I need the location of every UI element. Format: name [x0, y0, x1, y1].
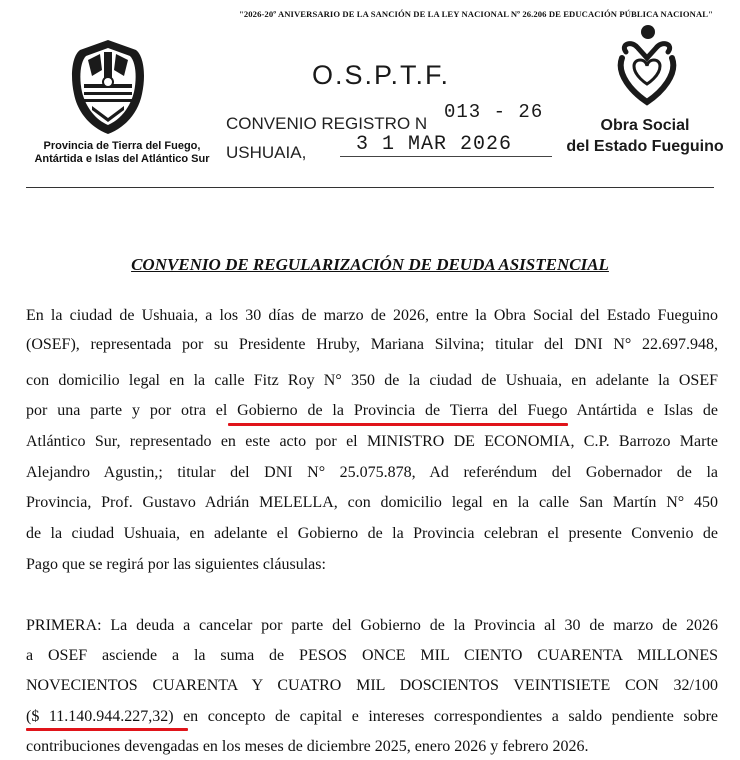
- paragraph-line: ($ 11.140.944.227,32) en concepto de capital e intereses correspondientes a saldo pendiente sobre: [26, 708, 718, 725]
- paragraph-line: PRIMERA: La deuda a cancelar por parte del Gobierno de la Provincia al 30 de marzo de 2026: [26, 617, 718, 634]
- paragraph-line: En la ciudad de Ushuaia, a los 30 días de marzo de 2026, entre la Obra Social del Estado Fueguino: [26, 307, 718, 324]
- osef-logo-icon: [612, 22, 682, 110]
- paragraph-line: Pago que se regirá por las siguientes cláusulas:: [26, 556, 326, 573]
- osef-name: Obra Social del Estado Fueguino: [566, 117, 724, 155]
- stamp-city-label: USHUAIA,: [226, 143, 307, 162]
- highlight-underline-government: [228, 423, 568, 426]
- registry-number: 013 - 26: [444, 101, 544, 123]
- paragraph-line: Provincia, Prof. Gustavo Adrián MELELLA, con domicilio legal en la calle San Martín N° 450: [26, 494, 718, 511]
- stamp-convenio-label: CONVENIO REGISTRO N: [226, 114, 428, 133]
- paragraph-line: Alejandro Agustin,; titular del DNI N° 25.075.878, Ad referéndum del Gobernador de la: [26, 464, 718, 481]
- highlight-underline-amount: [26, 728, 188, 731]
- paragraph-line: de la ciudad Ushuaia, en adelante el Gobierno de la Provincia celebran el presente Convenio de: [26, 525, 718, 542]
- paragraph-line: a OSEF asciende a la suma de PESOS ONCE MIL CIENTO CUARENTA MILLONES: [26, 647, 718, 664]
- paragraph-line: (OSEF), representada por su Presidente Hruby, Mariana Silvina; titular del DNI N° 22.697.948,: [26, 336, 718, 353]
- paragraph-line: con domicilio legal en la calle Fitz Roy N° 350 de la ciudad de Ushuaia, en adelante la OSEF: [26, 372, 718, 389]
- province-name: Provincia de Tierra del Fuego, Antártida e Islas del Atlántico Sur: [34, 140, 210, 165]
- paragraph-line: por una parte y por otra el Gobierno de la Provincia de Tierra del Fuego Antártida e Islas de: [26, 402, 718, 419]
- registry-date: 3 1 MAR 2026: [356, 133, 513, 156]
- province-crest-icon: [62, 36, 154, 136]
- header-divider: [26, 187, 714, 188]
- stamp-title: O.S.P.T.F.: [312, 60, 451, 90]
- paragraph-line: contribuciones devengadas en los meses de diciembre 2025, enero 2026 y febrero 2026.: [26, 738, 589, 755]
- paragraph-line: NOVECIENTOS CUARENTA Y CUATRO MIL DOSCIENTOS VEINTISIETE CON 32/100: [26, 677, 718, 694]
- document-title: CONVENIO DE REGULARIZACIÓN DE DEUDA ASISTENCIAL: [131, 255, 609, 274]
- anniversary-banner: "2026-20º ANIVERSARIO DE LA SANCIÓN DE LA LEY NACIONAL Nº 26.206 DE EDUCACIÓN PÚBLICA NACIONAL": [239, 9, 713, 19]
- stamp-date-underline: [340, 156, 552, 157]
- paragraph-line: Atlántico Sur, representado en este acto por el MINISTRO DE ECONOMIA, C.P. Barrozo Marte: [26, 433, 718, 450]
